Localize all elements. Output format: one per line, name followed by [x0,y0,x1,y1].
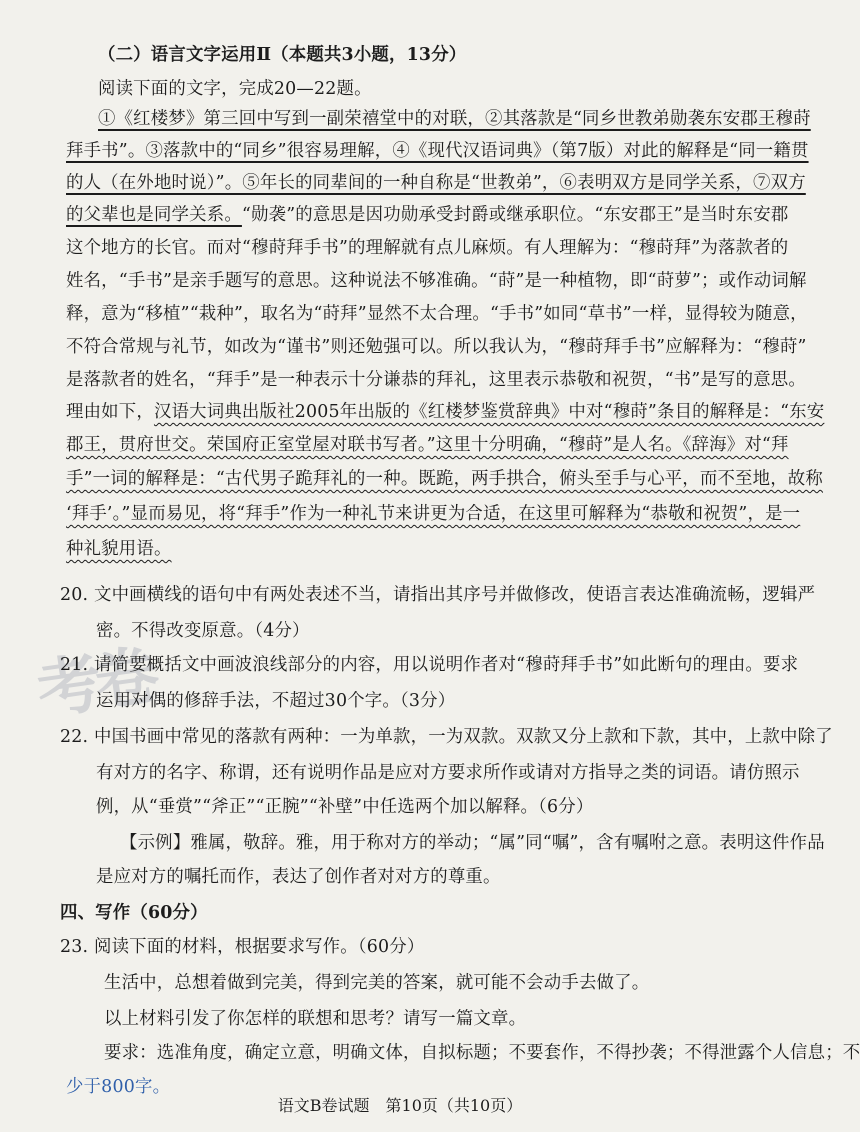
passage-line-13 [66,497,801,531]
question-22-line-2: 有对方的名字、称谓，还有说明作品是应对方要求所作或请对方指导之类的词语。请仿照示 [96,763,800,783]
question-20-line-2: 密。不得改变原意。（4分） [96,621,310,641]
question-22-example-1: 【示例】雅属，敬辞。雅，用于称对方的举动；“属”同“嘱”，含有嘱咐之意。表明这件作品 [120,833,825,853]
question-22-example-2: 是应对方的嘱托而作，表达了创作者对对方的尊重。 [96,867,501,887]
page-footer: 语文B卷试题 第10页（共10页） [277,1096,523,1115]
watermark-stamp: 考卷 [32,639,158,729]
passage-text: “勋袭”的意思是因功勋承受封爵或继承职位。“东安郡王”是当时东安郡 [241,205,789,225]
passage-line-4 [66,198,789,232]
wavy-underlined-text: 手”一词的解释是：“古代男子跪拜礼的一种。既跪，两手拱合，俯头至手与心平，而不至地，故称 [66,469,823,489]
passage-line-8: 不符合常规与礼节，如改为“谨书”则还勉强可以。所以我认为，“穆莳拜手书”应解释为：“穆莳” [66,337,807,357]
question-23-requirements-2: 少于800字。 [66,1077,171,1097]
underlined-sentence: 的父辈也是同学关系。 [66,205,242,225]
question-23-line-1: 23. 阅读下面的材料，根据要求写作。（60分） [60,937,425,957]
passage-line-5: 这个地方的长官。而对“穆莳拜手书”的理解就有点儿麻烦。有人理解为：“穆莳拜”为落款者的 [66,238,789,258]
passage-text: 理由如下， [66,402,154,422]
passage-line-1 [98,102,811,136]
question-22-line-1: 22. 中国书画中常见的落款有两种：一为单款，一为双款。双款又分上款和下款，其中，上款中除了 [60,727,833,747]
wavy-underlined-text: 种礼貌用语。 [66,539,172,559]
question-22-line-3: 例，从“垂赏”“斧正”“正腕”“补壁”中任选两个加以解释。（6分） [96,797,594,817]
passage-line-9: 是落款者的姓名，“拜手”是一种表示十分谦恭的拜礼，这里表示恭敬和祝贺，“书”是写的意思。 [66,370,806,390]
question-23-material: 生活中，总想着做到完美，得到完美的答案，就可能不会动手去做了。 [104,973,650,993]
passage-line-12 [66,462,823,496]
underlined-sentence: 拜手书”。③落款中的“同乡”很容易理解，④《现代汉语词典》（第7版）对此的解释是“同一籍贯 [66,141,809,161]
section2-intro: 阅读下面的文字，完成20—22题。 [98,79,372,99]
passage-line-7: 释，意为“移植”“栽种”，取名为“莳拜”显然不太合理。“手书”如同“草书”一样，显得较为随意， [66,304,808,324]
question-23-prompt: 以上材料引发了你怎样的联想和思考？请写一篇文章。 [104,1009,527,1029]
wavy-underlined-text: ‘拜手’。”显而易见，将“拜手”作为一种礼节来讲更为合适，在这里可解释为“恭敬和祝贺”，是一 [66,504,801,524]
passage-line-3 [66,166,806,200]
section4-heading: 四、写作（60分） [60,903,208,923]
question-20-line-1: 20. 文中画横线的语句中有两处表述不当，请指出其序号并做修改，使语言表达准确流畅，逻辑严 [60,585,816,605]
wavy-underlined-text: 郡王，贯府世交。荣国府正室堂屋对联书写者。”这里十分明确，“穆莳”是人名。《辞海》对“拜 [66,435,789,455]
question-21-line-2: 运用对偶的修辞手法，不超过30个字。（3分） [96,691,456,711]
passage-line-2 [66,134,809,168]
question-23-requirements-1: 要求：选准角度，确定立意，明确文体，自拟标题；不要套作，不得抄袭；不得泄露个人信息；不 [104,1043,860,1063]
underlined-sentence: 的人（在外地时说）”。⑤年长的同辈间的一种自称是“世教弟”，⑥表明双方是同学关系，⑦双方 [66,173,806,193]
question-21-line-1: 21. 请简要概括文中画波浪线部分的内容，用以说明作者对“穆莳拜手书”如此断句的理由。要求 [60,655,799,675]
wavy-underlined-text: 汉语大词典出版社2005年出版的《红楼梦鉴赏辞典》中对“穆莳”条目的解释是：“东安 [153,402,825,422]
passage-line-11 [66,428,789,462]
section2-heading: （二）语言文字运用Ⅱ（本题共3小题，13分） [98,45,467,65]
passage-line-6: 姓名，“手书”是亲手题写的意思。这种说法不够准确。“莳”是一种植物，即“莳萝”；或作动词解 [66,271,807,291]
underlined-sentence: ①《红楼梦》第三回中写到一副荣禧堂中的对联，②其落款是“同乡世教弟勋袭东安郡王穆莳 [98,109,811,129]
passage-line-14 [66,532,766,566]
passage-line-10 [66,395,825,429]
